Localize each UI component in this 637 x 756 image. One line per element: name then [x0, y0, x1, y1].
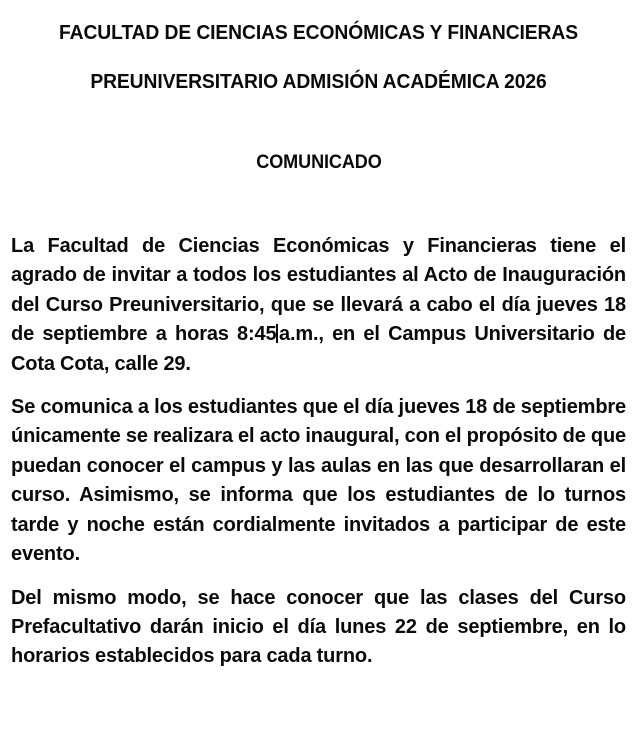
paragraph-3[interactable]: Del mismo modo, se hace conocer que las clases del Curso Prefacultativo darán inicio el día lunes 22 de septiembre, en lo horarios establecidos para cada turno. — [11, 586, 626, 668]
document-title-wrap — [11, 152, 626, 174]
page-title: COMUNICADO — [255, 152, 382, 174]
document-header — [11, 0, 626, 92]
document-body — [11, 232, 626, 672]
text-caret — [276, 324, 278, 343]
heading-faculty: FACULTAD DE CIENCIAS ECONÓMICAS Y FINANCIERAS — [59, 21, 578, 44]
paragraph-2[interactable]: Se comunica a los estudiantes que el día jueves 18 de septiembre únicamente se realizara el acto inaugural, con el propósito de que puedan conocer el campus y las aulas en las que desarrollaran el curso. Asimismo, se informa que los estudiantes de lo turnos tarde y noche están cordialmente invitados a participar de este evento. — [11, 396, 626, 566]
heading-program: PREUNIVERSITARIO ADMISIÓN ACADÉMICA 2026 — [90, 69, 547, 93]
paragraph-1-text-before-caret: La Facultad de Ciencias Económicas y Financieras tiene el agrado de invitar a todos los estudiantes al Acto de Inauguración del Curso Preuniversitario, que se llevará a cabo el día jueves 18 de septiembre a horas 8:45 — [11, 235, 626, 346]
paragraph-1-text-after-caret: a.m., en el Campus Universitario de Cota Cota, calle 29. — [11, 323, 626, 375]
paragraph-1[interactable] — [11, 232, 626, 379]
